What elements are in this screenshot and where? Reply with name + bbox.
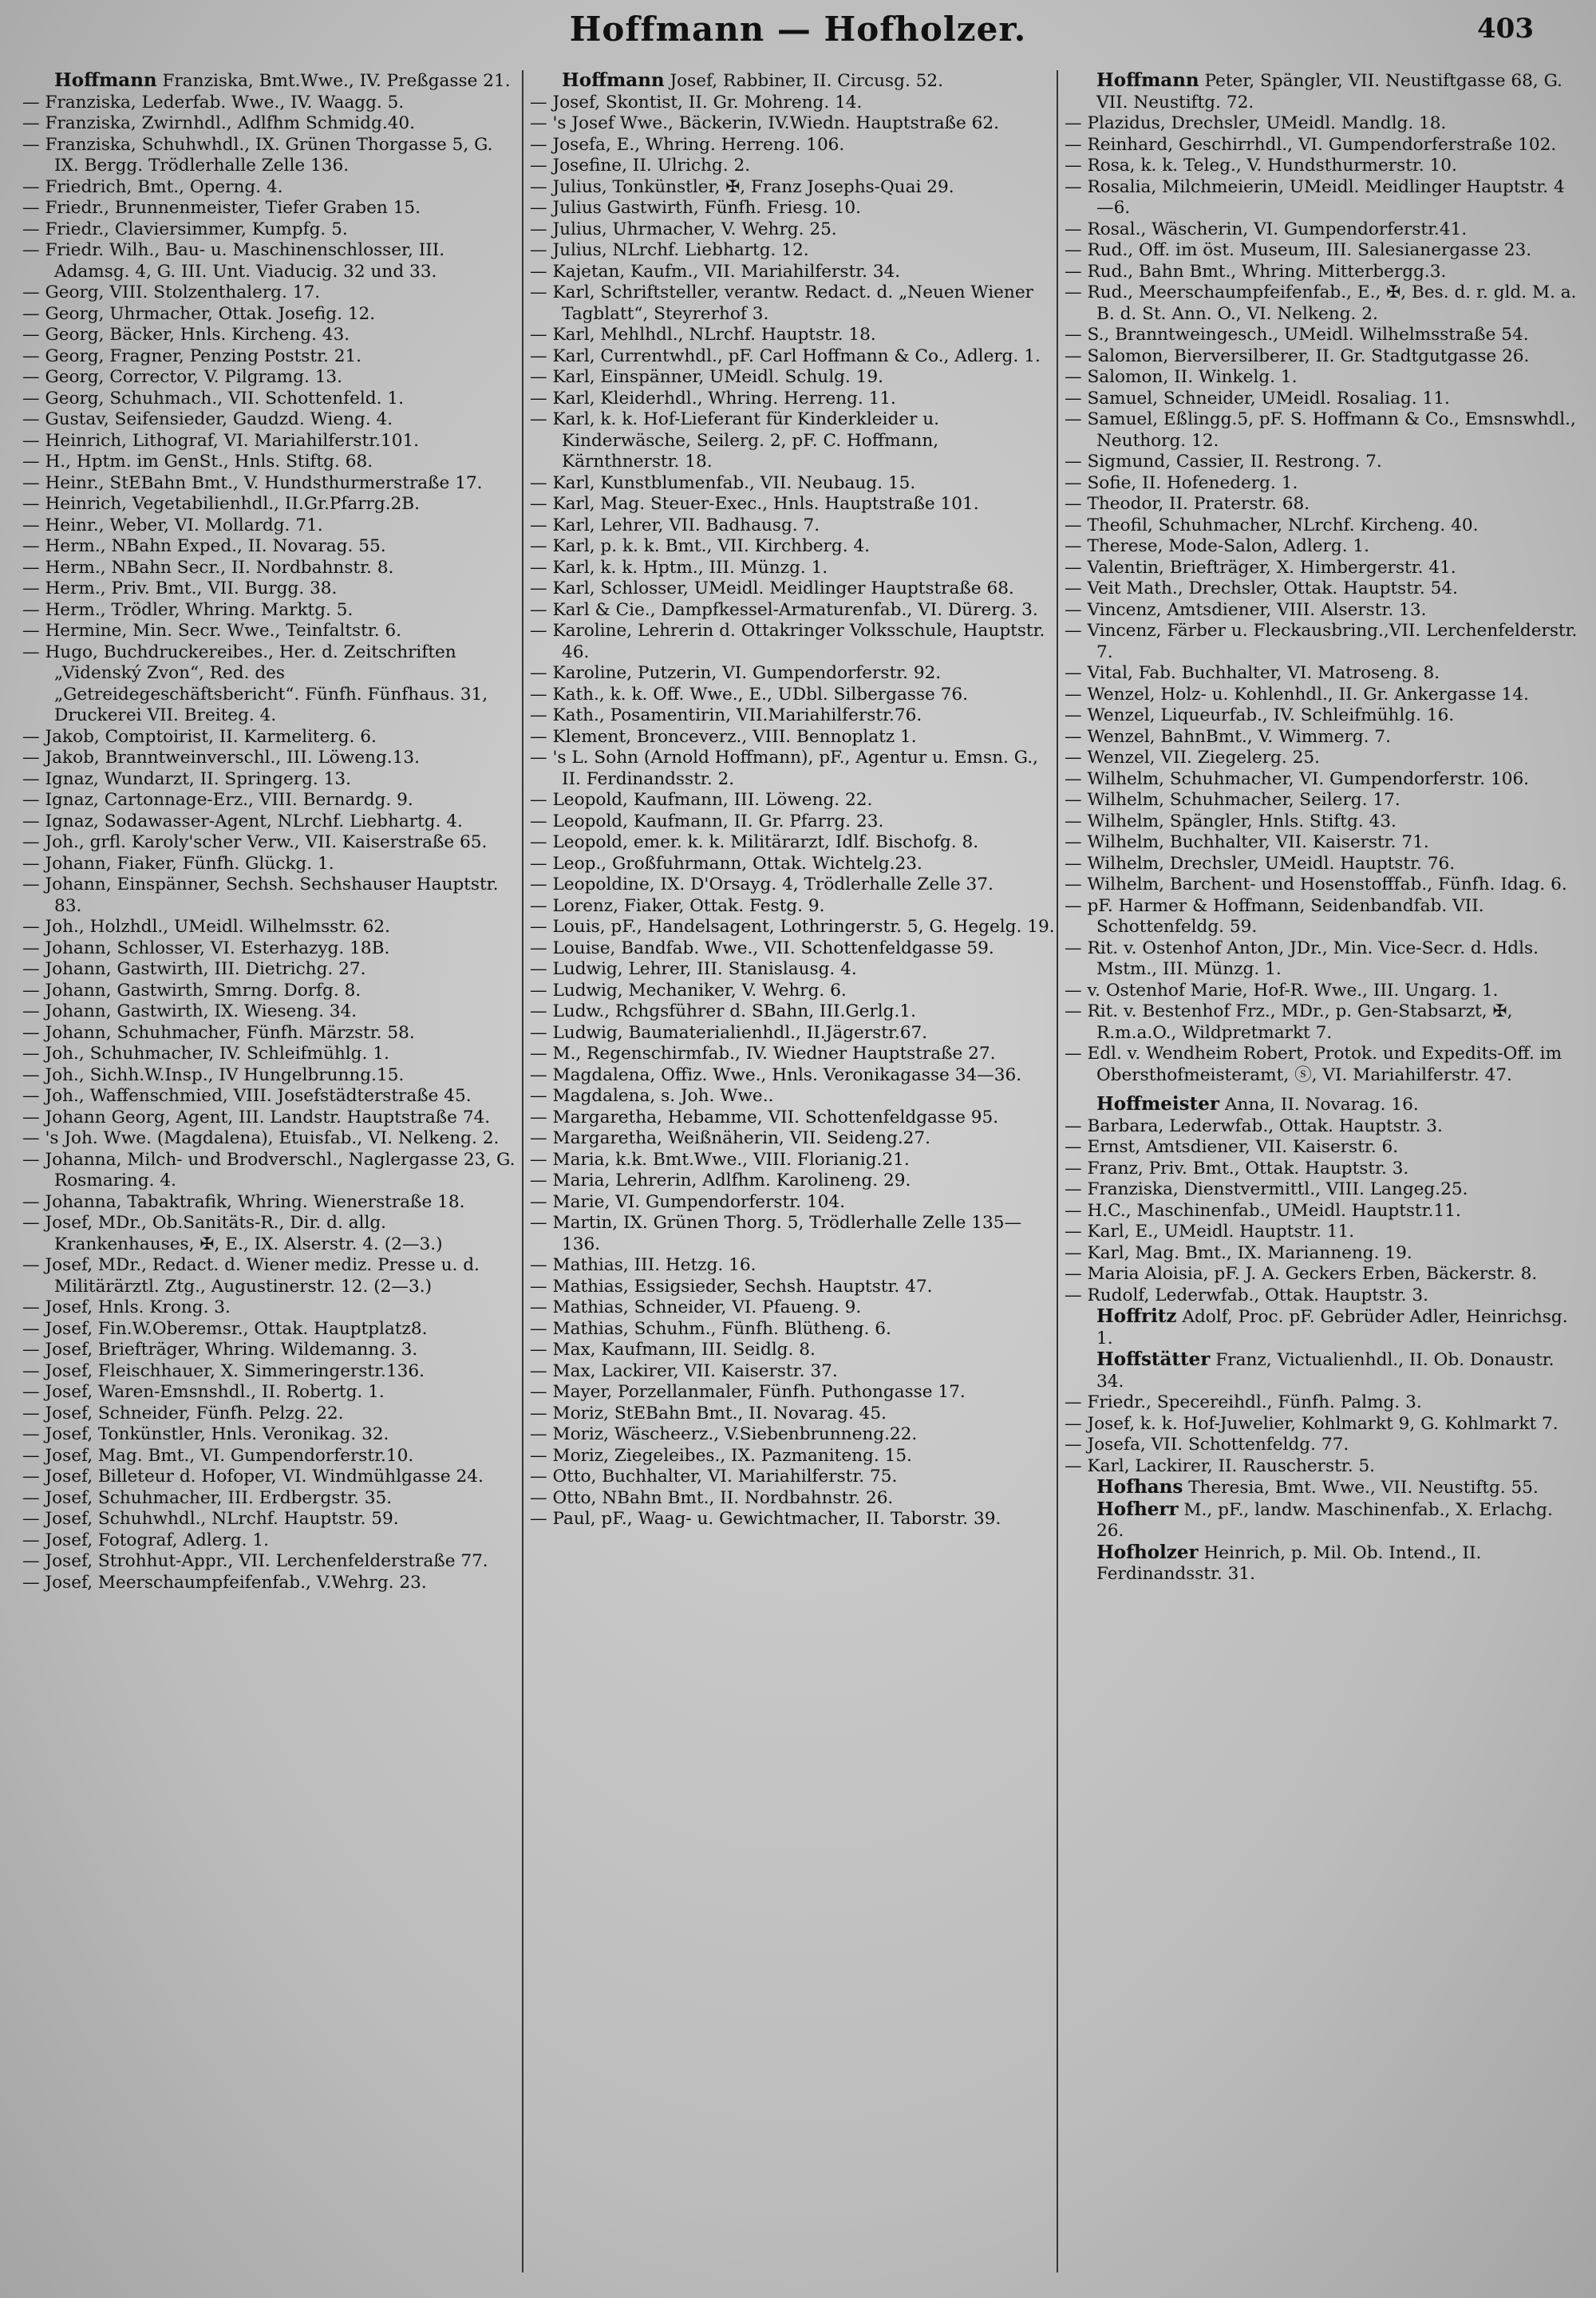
surname: Hoffstätter xyxy=(1096,1348,1211,1370)
directory-entry: — Valentin, Briefträger, X. Himbergerstr. 41. xyxy=(1065,557,1456,578)
directory-entry: — Mayer, Porzellanmaler, Fünfh. Puthongasse 17. xyxy=(530,1382,966,1402)
directory-entry: — Karl, p. k. k. Bmt., VII. Kirchberg. 4. xyxy=(530,536,871,556)
directory-entry: — Georg, Uhrmacher, Ottak. Josefig. 12. xyxy=(22,303,376,324)
directory-entry: — Salomon, Bierversilberer, II. Gr. Stadtgutgasse 26. xyxy=(1065,345,1530,366)
directory-entry: — Joh., grfl. Karoly'scher Verw., VII. Kaiserstraße 65. xyxy=(22,832,488,852)
directory-entry: — Josefa, E., Whring. Herreng. 106. xyxy=(530,134,845,155)
directory-entry: — Josef, Schneider, Fünfh. Pelzg. 22. xyxy=(22,1403,344,1423)
directory-entry: — Wilhelm, Spängler, Hnls. Stiftg. 43. xyxy=(1065,811,1396,831)
surname: Hoffmeister xyxy=(1096,1093,1219,1115)
directory-entry: — Theodor, II. Praterstr. 68. xyxy=(1065,494,1310,514)
directory-entry: — Louis, pF., Handelsagent, Lothringerstr. 5, G. Hegelg. 19. xyxy=(530,917,1055,937)
directory-entry: Hofhans Theresia, Bmt. Wwe., VII. Neustiftg. 55. xyxy=(1096,1476,1539,1498)
directory-entry: — Karl, Kunstblumenfab., VII. Neubaug. 15. xyxy=(530,472,916,493)
directory-entry: — Leop., Großfuhrmann, Ottak. Wichtelg.23. xyxy=(530,853,922,874)
directory-entry: — Friedr., Brunnenmeister, Tiefer Graben 15. xyxy=(22,198,421,218)
directory-entry: — Georg, Corrector, V. Pilgramg. 13. xyxy=(22,367,343,387)
directory-entry: — Wenzel, Liqueurfab., IV. Schleifmühlg. 16. xyxy=(1065,705,1455,725)
directory-entry: — Franziska, Schuhwhdl., IX. Grünen Thorgasse 5, G. IX. Bergg. Trödlerhalle Zelle 136. xyxy=(22,134,493,176)
directory-entry: Hoffmeister Anna, II. Novarag. 16. xyxy=(1096,1093,1419,1115)
directory-entry: — Heinrich, Lithograf, VI. Mariahilferstr.101. xyxy=(22,430,420,451)
directory-entry: — Johann, Schlosser, VI. Esterhazyg. 18B. xyxy=(22,938,390,958)
directory-entry: — Herm., Trödler, Whring. Marktg. 5. xyxy=(22,599,354,620)
directory-entry: — Mathias, III. Hetzg. 16. xyxy=(530,1255,757,1275)
directory-entry: — Leopoldine, IX. D'Orsayg. 4, Trödlerhalle Zelle 37. xyxy=(530,875,994,894)
directory-entry: — Max, Kaufmann, III. Seidlg. 8. xyxy=(530,1340,816,1360)
directory-entry: — Johanna, Milch- und Brodverschl., Naglergasse 23, G. Rosmaring. 4. xyxy=(22,1149,516,1190)
directory-entry: — Josef, Fotograf, Adlerg. 1. xyxy=(22,1530,269,1550)
directory-entry: — Johann, Einspänner, Sechsh. Sechshauser Hauptstr. 83. xyxy=(22,875,499,916)
directory-entry: — Friedr., Claviersimmer, Kumpfg. 5. xyxy=(22,219,348,239)
directory-entry: — 's Joh. Wwe. (Magdalena), Etuisfab., VI. Nelkeng. 2. xyxy=(22,1128,500,1148)
directory-entry: — Julius, NLrchf. Liebhartg. 12. xyxy=(530,240,809,260)
directory-entry: Hoffritz Adolf, Proc. pF. Gebrüder Adler, Heinrichsg. 1. xyxy=(1096,1305,1568,1348)
directory-entry: — Mathias, Essigsieder, Sechsh. Hauptstr. 47. xyxy=(530,1276,933,1297)
column-1 xyxy=(22,70,520,2288)
directory-entry: Hoffmann Josef, Rabbiner, II. Circusg. 52. xyxy=(562,70,944,91)
directory-entry: — Karl, Schriftsteller, verantw. Redact. d. „Neuen Wiener Tagblatt“, Steyrerhof 3. xyxy=(530,282,1033,324)
directory-entry: — Joh., Waffenschmied, VIII. Josefstädterstraße 45. xyxy=(22,1086,472,1106)
directory-entry: — Karoline, Lehrerin d. Ottakringer Volksschule, Hauptstr. 46. xyxy=(530,621,1045,662)
directory-entry: — Rosalia, Milchmeierin, UMeidl. Meidlinger Hauptstr. 4—6. xyxy=(1065,176,1565,218)
directory-entry: — Otto, NBahn Bmt., II. Nordbahnstr. 26. xyxy=(530,1487,894,1508)
surname: Hofholzer xyxy=(1096,1541,1199,1563)
directory-entry: — Karl, Schlosser, UMeidl. Meidlinger Hauptstraße 68. xyxy=(530,578,1014,598)
directory-entry: — Rit. v. Bestenhof Frz., MDr., p. Gen-Stabsarzt, ✠, R.m.a.O., Wildpretmarkt 7. xyxy=(1065,1001,1513,1043)
directory-entry: — Friedr., Specereihdl., Fünfh. Palmg. 3. xyxy=(1065,1392,1422,1412)
directory-entry: — Josefa, VII. Schottenfeldg. 77. xyxy=(1065,1435,1349,1455)
directory-entry: — Josef, MDr., Ob.Sanitäts-R., Dir. d. allg. Krankenhauses, ✠, E., IX. Alserstr. 4. (2—3.) xyxy=(22,1213,443,1254)
surname: Hofhans xyxy=(1096,1476,1183,1498)
directory-entry: — Mathias, Schuhm., Fünfh. Blütheng. 6. xyxy=(530,1318,891,1339)
directory-entry: — Karl, Currentwhdl., pF. Carl Hoffmann & Co., Adlerg. 1. xyxy=(530,345,1041,366)
directory-entry: — Moriz, StEBahn Bmt., II. Novarag. 45. xyxy=(530,1403,887,1423)
directory-entry: — Veit Math., Drechsler, Ottak. Hauptstr. 54. xyxy=(1065,578,1458,598)
directory-entry: — Johann, Gastwirth, III. Dietrichg. 27. xyxy=(22,959,366,979)
surname: Hofherr xyxy=(1096,1498,1179,1520)
page-header xyxy=(0,6,1596,62)
directory-entry: — Salomon, II. Winkelg. 1. xyxy=(1065,367,1298,387)
directory-entry: — Joh., Sichh.W.Insp., IV Hungelbrunng.15. xyxy=(22,1064,405,1085)
directory-entry: — Karl, Lackirer, II. Rauscherstr. 5. xyxy=(1065,1455,1376,1476)
directory-entry: — Vital, Fab. Buchhalter, VI. Matroseng. 8. xyxy=(1065,663,1440,683)
directory-entry: — 's Josef Wwe., Bäckerin, IV.Wiedn. Hauptstraße 62. xyxy=(530,113,999,133)
surname: Hoffmann xyxy=(562,70,665,91)
directory-entry: — Georg, Schuhmach., VII. Schottenfeld. 1. xyxy=(22,388,404,409)
directory-entry: — Wilhelm, Schuhmacher, Seilerg. 17. xyxy=(1065,790,1400,810)
directory-entry: — v. Ostenhof Marie, Hof-R. Wwe., III. Ungarg. 1. xyxy=(1065,980,1499,1001)
directory-entry: — Jakob, Comptoirist, II. Karmeliterg. 6. xyxy=(22,726,377,747)
directory-entry: — Herm., NBahn Exped., II. Novarag. 55. xyxy=(22,536,386,556)
directory-entry: — Josef, Billeteur d. Hofoper, VI. Windmühlgasse 24. xyxy=(22,1467,484,1487)
directory-entry: — Heinr., StEBahn Bmt., V. Hundsthurmerstraße 17. xyxy=(22,472,483,493)
directory-entry: — Josefine, II. Ulrichg. 2. xyxy=(530,156,751,176)
directory-entry: — Rudolf, Lederwfab., Ottak. Hauptstr. 3. xyxy=(1065,1285,1429,1305)
directory-entry: — Georg, Bäcker, Hnls. Kircheng. 43. xyxy=(22,325,350,345)
directory-entry: — Rud., Off. im öst. Museum, III. Salesianergasse 23. xyxy=(1065,240,1532,260)
directory-entry: — Josef, MDr., Redact. d. Wiener mediz. Presse u. d. Militärärztl. Ztg., Augustinerstr. 12. (2—3.) xyxy=(22,1255,480,1297)
directory-entry: — Johann, Fiaker, Fünfh. Glückg. 1. xyxy=(22,853,334,874)
directory-entry: Hoffmann Franziska, Bmt.Wwe., IV. Preßgasse 21. xyxy=(54,70,511,91)
directory-entry: — Franz, Priv. Bmt., Ottak. Hauptstr. 3. xyxy=(1065,1158,1409,1179)
directory-entry: — Karl, k. k. Hptm., III. Münzg. 1. xyxy=(530,557,828,578)
directory-entry: — pF. Harmer & Hoffmann, Seidenbandfab. VII. Schottenfeldg. 59. xyxy=(1065,895,1484,937)
directory-entry: — Kath., Posamentirin, VII.Mariahilferstr.76. xyxy=(530,705,922,725)
directory-entry: — Karl, k. k. Hof-Lieferant für Kinderkleider u. Kinderwäsche, Seilerg. 2, pF. C. Hoffmann, Kärnthnerstr. 18. xyxy=(530,409,940,472)
directory-entry: — Karoline, Putzerin, VI. Gumpendorferstr. 92. xyxy=(530,663,942,683)
directory-entry: — S., Branntweingesch., UMeidl. Wilhelmsstraße 54. xyxy=(1065,325,1529,345)
directory-entry: — Wilhelm, Drechsler, UMeidl. Hauptstr. 76. xyxy=(1065,853,1456,874)
directory-entry: — Joh., Holzhdl., UMeidl. Wilhelmsstr. 62. xyxy=(22,917,390,937)
directory-entry: — Franziska, Zwirnhdl., Adlfhm Schmidg.40. xyxy=(22,113,416,133)
directory-entry: — Leopold, Kaufmann, III. Löweng. 22. xyxy=(530,790,873,810)
directory-entry: — Rud., Bahn Bmt., Whring. Mitterbergg.3. xyxy=(1065,261,1447,282)
directory-entry: — Wilhelm, Barchent- und Hosenstofffab., Fünfh. Idag. 6. xyxy=(1065,875,1567,894)
directory-entry: — Ignaz, Cartonnage-Erz., VIII. Bernardg. 9. xyxy=(22,790,413,810)
directory-entry: — Josef, Tonkünstler, Hnls. Veronikag. 32. xyxy=(22,1424,389,1444)
directory-entry: — Rit. v. Ostenhof Anton, JDr., Min. Vice-Secr. d. Hdls. Mstm., III. Münzg. 1. xyxy=(1065,938,1539,979)
column-2 xyxy=(530,70,1055,2288)
directory-entry: — Wilhelm, Buchhalter, VII. Kaiserstr. 71. xyxy=(1065,832,1429,852)
directory-entry: — Josef, Waren-Emsnshdl., II. Robertg. 1. xyxy=(22,1382,385,1402)
directory-entry: — Samuel, Schneider, UMeidl. Rosaliag. 11. xyxy=(1065,388,1450,409)
directory-entry: — Kajetan, Kaufm., VII. Mariahilferstr. 34. xyxy=(530,261,901,282)
directory-entry: — Sigmund, Cassier, II. Restrong. 7. xyxy=(1065,452,1382,472)
directory-entry: — Julius, Tonkünstler, ✠, Franz Josephs-Quai 29. xyxy=(530,176,954,197)
directory-entry: — Josef, Skontist, II. Gr. Mohreng. 14. xyxy=(530,92,863,113)
directory-entry: — Hermine, Min. Secr. Wwe., Teinfaltstr. 6. xyxy=(22,621,402,641)
surname: Hoffmann xyxy=(54,70,157,91)
directory-entry: — Kath., k. k. Off. Wwe., E., UDbl. Silbergasse 76. xyxy=(530,684,969,705)
directory-entry: — Margaretha, Hebamme, VII. Schottenfeldgasse 95. xyxy=(530,1107,999,1127)
directory-entry: — Edl. v. Wendheim Robert, Protok. und Expedits-Off. im Obersthofmeisteramt, ⓢ, VI. Mariahilferstr. 47. xyxy=(1065,1044,1562,1085)
directory-entry: — Theofil, Schuhmacher, NLrchf. Kircheng. 40. xyxy=(1065,515,1479,535)
directory-entry: — Max, Lackirer, VII. Kaiserstr. 37. xyxy=(530,1360,838,1381)
directory-entry: — Josef, k. k. Hof-Juwelier, Kohlmarkt 9, G. Kohlmarkt 7. xyxy=(1065,1413,1558,1434)
directory-entry: — Franziska, Dienstvermittl., VIII. Langeg.25. xyxy=(1065,1179,1468,1199)
directory-entry: — Hugo, Buchdruckereibes., Her. d. Zeitschriften „Videnský Zvon“, Red. des „Getreidegeschäftsbericht“. Fünfh. Fünfhaus. 31, Druckerei VII. Breiteg. 4. xyxy=(22,642,488,725)
directory-entry: — Wenzel, Holz- u. Kohlenhdl., II. Gr. Ankergasse 14. xyxy=(1065,684,1529,705)
directory-entry: — Martin, IX. Grünen Thorg. 5, Trödlerhalle Zelle 135—136. xyxy=(530,1213,1022,1254)
directory-entry: — Wenzel, BahnBmt., V. Wimmerg. 7. xyxy=(1065,726,1392,747)
column-divider xyxy=(522,70,523,2272)
directory-entry: — Karl & Cie., Dampfkessel-Armaturenfab., VI. Dürerg. 3. xyxy=(530,599,1038,620)
directory-entry: — Karl, Mag. Steuer-Exec., Hnls. Hauptstraße 101. xyxy=(530,494,979,514)
column-3 xyxy=(1065,70,1578,2288)
directory-entry: — Rud., Meerschaumpfeifenfab., E., ✠, Bes. d. r. gld. M. a. B. d. St. Ann. O., VI. Nelkeng. 2. xyxy=(1065,282,1577,324)
directory-entry: — Leopold, Kaufmann, II. Gr. Pfarrg. 23. xyxy=(530,811,884,831)
directory-entry: — Wenzel, VII. Ziegelerg. 25. xyxy=(1065,748,1320,768)
directory-entry: — Louise, Bandfab. Wwe., VII. Schottenfeldgasse 59. xyxy=(530,938,994,958)
directory-entry: — Josef, Mag. Bmt., VI. Gumpendorferstr.10. xyxy=(22,1445,414,1466)
directory-entry: — Paul, pF., Waag- u. Gewichtmacher, II. Taborstr. 39. xyxy=(530,1509,1001,1529)
directory-entry: — Johanna, Tabaktrafik, Whring. Wienerstraße 18. xyxy=(22,1191,465,1212)
directory-entry: — Margaretha, Weißnäherin, VII. Seideng.27. xyxy=(530,1128,931,1148)
directory-entry: — Ludwig, Baumaterialienhdl., II.Jägerstr.67. xyxy=(530,1022,928,1043)
directory-entry: — Josef, Briefträger, Whring. Wildemanng. 3. xyxy=(22,1340,418,1360)
directory-entry: — Ignaz, Wundarzt, II. Springerg. 13. xyxy=(22,768,351,789)
directory-entry: — Karl, Kleiderhdl., Whring. Herreng. 11. xyxy=(530,388,896,409)
directory-entry: — H.C., Maschinenfab., UMeidl. Hauptstr.11. xyxy=(1065,1200,1461,1221)
directory-entry: Hofherr M., pF., landw. Maschinenfab., X. Erlachg. 26. xyxy=(1096,1498,1553,1541)
directory-entry: — Ludwig, Mechaniker, V. Wehrg. 6. xyxy=(530,980,847,1001)
directory-entry: Hoffstätter Franz, Victualienhdl., II. Ob. Donaustr. 34. xyxy=(1096,1348,1555,1392)
directory-entry: — Josef, Hnls. Krong. 3. xyxy=(22,1297,231,1317)
directory-entry: — Ernst, Amtsdiener, VII. Kaiserstr. 6. xyxy=(1065,1137,1399,1157)
directory-entry: — Maria, k.k. Bmt.Wwe., VIII. Florianig.21. xyxy=(530,1149,910,1170)
directory-entry: — Rosal., Wäscherin, VI. Gumpendorferstr.41. xyxy=(1065,219,1468,239)
directory-entry: — Rosa, k. k. Teleg., V. Hundsthurmerstr. 10. xyxy=(1065,156,1457,176)
surname: Hoffmann xyxy=(1096,70,1199,91)
directory-entry: — Heinrich, Vegetabilienhdl., II.Gr.Pfarrg.2B. xyxy=(22,494,421,514)
directory-entry: — 's L. Sohn (Arnold Hoffmann), pF., Agentur u. Emsn. G., II. Ferdinandsstr. 2. xyxy=(530,748,1038,789)
page-title: Hoffmann — Hofholzer. xyxy=(569,10,1027,49)
directory-entry: — Josef, Schuhwhdl., NLrchf. Hauptstr. 59. xyxy=(22,1509,399,1529)
directory-entry: — Johann, Gastwirth, Smrng. Dorfg. 8. xyxy=(22,980,361,1001)
directory-entry: — Ignaz, Sodawasser-Agent, NLrchf. Liebhartg. 4. xyxy=(22,811,463,831)
directory-entry: — Karl, Lehrer, VII. Badhausg. 7. xyxy=(530,515,820,535)
directory-entry: — Maria Aloisia, pF. J. A. Geckers Erben, Bäckerstr. 8. xyxy=(1065,1264,1538,1284)
directory-entry: — Samuel, Eßlingg.5, pF. S. Hoffmann & Co., Emsnswhdl., Neuthorg. 12. xyxy=(1065,409,1576,451)
directory-entry: — Franziska, Lederfab. Wwe., IV. Waagg. 5. xyxy=(22,92,405,113)
directory-entry: — Vincenz, Färber u. Fleckausbring.,VII. Lerchenfelderstr. 7. xyxy=(1065,621,1578,662)
directory-entry: Hoffmann Peter, Spängler, VII. Neustiftgasse 68, G. VII. Neustiftg. 72. xyxy=(1096,70,1562,113)
directory-entry: — Reinhard, Geschirrhdl., VI. Gumpendorferstraße 102. xyxy=(1065,134,1557,155)
directory-entry: — Lorenz, Fiaker, Ottak. Festg. 9. xyxy=(530,895,825,916)
directory-entry: — Karl, Mehlhdl., NLrchf. Hauptstr. 18. xyxy=(530,325,876,345)
directory-entry: — Karl, Einspänner, UMeidl. Schulg. 19. xyxy=(530,367,883,387)
directory-entry: — Josef, Schuhmacher, III. Erdbergstr. 35. xyxy=(22,1487,393,1508)
directory-entry: — Karl, E., UMeidl. Hauptstr. 11. xyxy=(1065,1222,1355,1242)
directory-entry: — Heinr., Weber, VI. Mollardg. 71. xyxy=(22,515,323,535)
directory-entry: — Georg, VIII. Stolzenthalerg. 17. xyxy=(22,282,321,302)
directory-entry: — Johann Georg, Agent, III. Landstr. Hauptstraße 74. xyxy=(22,1107,491,1127)
surname: Hoffritz xyxy=(1096,1305,1177,1327)
directory-entry: — Magdalena, Offiz. Wwe., Hnls. Veronikagasse 34—36. xyxy=(530,1064,1022,1085)
directory-entry: — Josef, Fleischhauer, X. Simmeringerstr.136. xyxy=(22,1360,425,1381)
directory-entry: — Barbara, Lederwfab., Ottak. Hauptstr. 3. xyxy=(1065,1115,1443,1136)
directory-entry: — Herm., Priv. Bmt., VII. Burgg. 38. xyxy=(22,578,338,598)
directory-entry: — Moriz, Ziegeleibes., IX. Pazmaniteng. 15. xyxy=(530,1445,912,1466)
directory-entry: — Friedrich, Bmt., Operng. 4. xyxy=(22,176,283,197)
directory-entry: — Ludw., Rchgsführer d. SBahn, III.Gerlg.1. xyxy=(530,1001,916,1021)
directory-entry: — Johann, Gastwirth, IX. Wieseng. 34. xyxy=(22,1001,358,1021)
directory-entry: — M., Regenschirmfab., IV. Wiedner Hauptstraße 27. xyxy=(530,1044,996,1064)
directory-entry: — Vincenz, Amtsdiener, VIII. Alserstr. 13. xyxy=(1065,599,1427,620)
directory-entry: — Mathias, Schneider, VI. Pfaueng. 9. xyxy=(530,1297,862,1317)
directory-entry: — Johann, Schuhmacher, Fünfh. Märzstr. 58. xyxy=(22,1022,415,1043)
directory-entry: — Klement, Bronceverz., VIII. Bennoplatz 1. xyxy=(530,726,917,747)
directory-entry: — Marie, VI. Gumpendorferstr. 104. xyxy=(530,1191,845,1212)
directory-entry: — Moriz, Wäscheerz., V.Siebenbrunneng.22. xyxy=(530,1424,918,1444)
directory-entry: — Sofie, II. Hofenederg. 1. xyxy=(1065,472,1298,493)
directory-entry: — Leopold, emer. k. k. Militärarzt, Idlf. Bischofg. 8. xyxy=(530,832,979,852)
directory-entry: — Magdalena, s. Joh. Wwe.. xyxy=(530,1086,774,1106)
directory-entry: — Jakob, Branntweinverschl., III. Löweng.13. xyxy=(22,748,420,768)
directory-entry: — Joh., Schuhmacher, IV. Schleifmühlg. 1. xyxy=(22,1044,389,1064)
page-number: 403 xyxy=(1477,13,1534,45)
directory-entry: — Julius, Uhrmacher, V. Wehrg. 25. xyxy=(530,219,837,239)
directory-entry: — Josef, Strohhut-Appr., VII. Lerchenfelderstraße 77. xyxy=(22,1551,488,1571)
directory-entry: Hofholzer Heinrich, p. Mil. Ob. Intend., II. Ferdinandsstr. 31. xyxy=(1096,1541,1482,1584)
directory-entry: — Julius Gastwirth, Fünfh. Friesg. 10. xyxy=(530,198,861,218)
directory-entry: — Friedr. Wilh., Bau- u. Maschinenschlosser, III. Adamsg. 4, G. III. Unt. Viaducig. 32 und 33. xyxy=(22,240,445,282)
directory-entry: — Herm., NBahn Secr., II. Nordbahnstr. 8. xyxy=(22,557,394,578)
directory-entry: — Karl, Mag. Bmt., IX. Marianneng. 19. xyxy=(1065,1242,1412,1263)
directory-entry: — Otto, Buchhalter, VI. Mariahilferstr. 75. xyxy=(530,1467,898,1487)
directory-entry: — Therese, Mode-Salon, Adlerg. 1. xyxy=(1065,536,1370,556)
column-divider xyxy=(1057,70,1058,2272)
directory-entry: — Georg, Fragner, Penzing Poststr. 21. xyxy=(22,345,362,366)
directory-entry: — H., Hptm. im GenSt., Hnls. Stiftg. 68. xyxy=(22,452,373,472)
directory-entry: — Maria, Lehrerin, Adlfhm. Karolineng. 29. xyxy=(530,1171,911,1190)
directory-entry: — Josef, Fin.W.Oberemsr., Ottak. Hauptplatz8. xyxy=(22,1318,428,1339)
directory-entry: — Ludwig, Lehrer, III. Stanislausg. 4. xyxy=(530,959,857,979)
directory-entry: — Josef, Meerschaumpfeifenfab., V.Wehrg. 23. xyxy=(22,1572,427,1593)
directory-entry: — Plazidus, Drechsler, UMeidl. Mandlg. 18. xyxy=(1065,113,1447,133)
directory-entry: — Gustav, Seifensieder, Gaudzd. Wieng. 4. xyxy=(22,409,393,429)
directory-entry: — Wilhelm, Schuhmacher, VI. Gumpendorferstr. 106. xyxy=(1065,768,1530,789)
